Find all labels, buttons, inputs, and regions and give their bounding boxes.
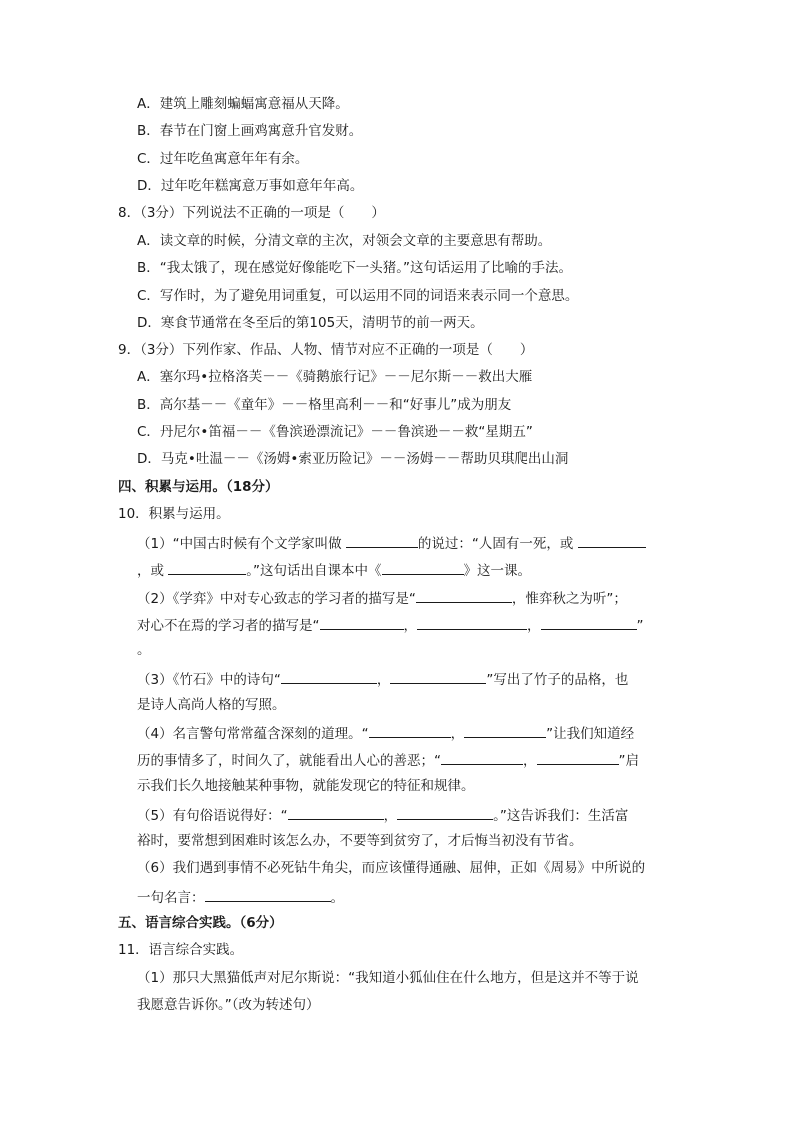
answer-blank[interactable] — [288, 805, 384, 820]
q9-option-c: C．丹尼尔•笛福－－《鲁滨逊漂流记》－－鲁滨逊－－救“星期五” — [137, 424, 533, 440]
answer-blank[interactable] — [320, 615, 404, 630]
q10-item-4-line-1: （4）名言警句常常蕴含深刻的道理。“ ， ”让我们知道经 — [137, 723, 634, 743]
q10-item-3-line-1: （3）《竹石》中的诗句“ ， ”写出了竹子的品格，也 — [137, 669, 628, 689]
q8-option-a: A．读文章的时候，分清文章的主次，对领会文章的主要意思有帮助。 — [137, 233, 552, 249]
q9-option-d: D．马克•吐温－－《汤姆•索亚历险记》－－汤姆－－帮助贝琪爬出山洞 — [137, 451, 569, 467]
answer-blank[interactable] — [441, 750, 523, 765]
q10-item-4-line-3: 示我们长久地接触某种事物，就能发现它的特征和规律。 — [137, 778, 475, 794]
q10-item-2-line-1: （2）《学弈》中对专心致志的学习者的描写是“ ，惟弈秋之为听”； — [137, 588, 627, 608]
q10-item-2-line-2: 对心不在焉的学习者的描写是“ ， ， ” — [137, 615, 644, 635]
q10-stem: 10．积累与运用。 — [118, 506, 230, 522]
q10-item-1-line-2: ，或 。”这句话出自课本中《 》这一课。 — [137, 560, 531, 580]
q9-option-a: A．塞尔玛•拉格洛芙－－《骑鹅旅行记》－－尼尔斯－－救出大雁 — [137, 369, 533, 385]
q8-option-b: B．“我太饿了，现在感觉好像能吃下一头猪。”这句话运用了比喻的手法。 — [137, 260, 572, 276]
section-5-heading: 五、语言综合实践。（6分） — [118, 915, 283, 931]
q10-item-3-line-2: 是诗人高尚人格的写照。 — [137, 697, 286, 713]
answer-blank[interactable] — [369, 723, 451, 738]
q8-option-c: C．写作时，为了避免用词重复，可以运用不同的词语来表示同一个意思。 — [137, 288, 579, 304]
q8-stem: 8．（3分）下列说法不正确的一项是（ ） — [118, 205, 385, 221]
q10-item-5-line-1: （5）有句俗语说得好：“ ， 。”这告诉我们：生活富 — [137, 805, 628, 825]
q9-option-b: B．高尔基－－《童年》－－格里高利－－和“好事儿”成为朋友 — [137, 397, 512, 413]
q10-item-6-line-2: 一句名言： 。 — [137, 887, 344, 907]
answer-blank[interactable] — [382, 560, 464, 575]
answer-blank[interactable] — [346, 533, 418, 548]
q7-option-b: B．春节在门窗上画鸡寓意升官发财。 — [137, 123, 363, 139]
answer-blank[interactable] — [390, 669, 486, 684]
q7-option-c: C．过年吃鱼寓意年年有余。 — [137, 151, 309, 167]
q8-option-d: D．寒食节通常在冬至后的第105天，清明节的前一两天。 — [137, 315, 484, 331]
q10-item-2-line-3: 。 — [137, 642, 151, 658]
q7-option-d: D．过年吃年糕寓意万事如意年年高。 — [137, 178, 364, 194]
q10-item-4-line-2: 历的事情多了，时间久了，就能看出人心的善恶；“ ， ”启 — [137, 750, 639, 770]
answer-blank[interactable] — [541, 615, 637, 630]
answer-blank[interactable] — [578, 533, 646, 548]
q11-item-1-line-1: （1）那只大黑猫低声对尼尔斯说：“我知道小狐仙住在什么地方，但是这并不等于说 — [137, 970, 639, 986]
section-4-heading: 四、积累与运用。（18分） — [118, 479, 279, 495]
answer-blank[interactable] — [281, 669, 377, 684]
answer-blank[interactable] — [464, 723, 546, 738]
answer-blank[interactable] — [417, 615, 527, 630]
q9-stem: 9．（3分）下列作家、作品、人物、情节对应不正确的一项是（ ） — [118, 342, 534, 358]
answer-blank[interactable] — [537, 750, 619, 765]
answer-blank[interactable] — [416, 588, 512, 603]
q11-stem: 11．语言综合实践。 — [118, 942, 244, 958]
q10-item-5-line-2: 裕时，要常想到困难时该怎么办，不要等到贫穷了，才后悔当初没有节省。 — [137, 833, 583, 849]
answer-blank[interactable] — [168, 560, 246, 575]
q10-item-1-line-1: （1）“中国古时候有个文学家叫做 的说过：“人固有一死，或 — [137, 533, 646, 553]
q10-item-6-line-1: （6）我们遇到事情不必死钻牛角尖，而应该懂得通融、屈伸，正如《周易》中所说的 — [137, 860, 646, 876]
answer-blank[interactable] — [397, 805, 493, 820]
q11-item-1-line-2: 我愿意告诉你。”（改为转述句） — [137, 997, 320, 1013]
q7-option-a: A．建筑上雕刻蝙蝠寓意福从天降。 — [137, 96, 349, 112]
answer-blank[interactable] — [205, 887, 331, 902]
